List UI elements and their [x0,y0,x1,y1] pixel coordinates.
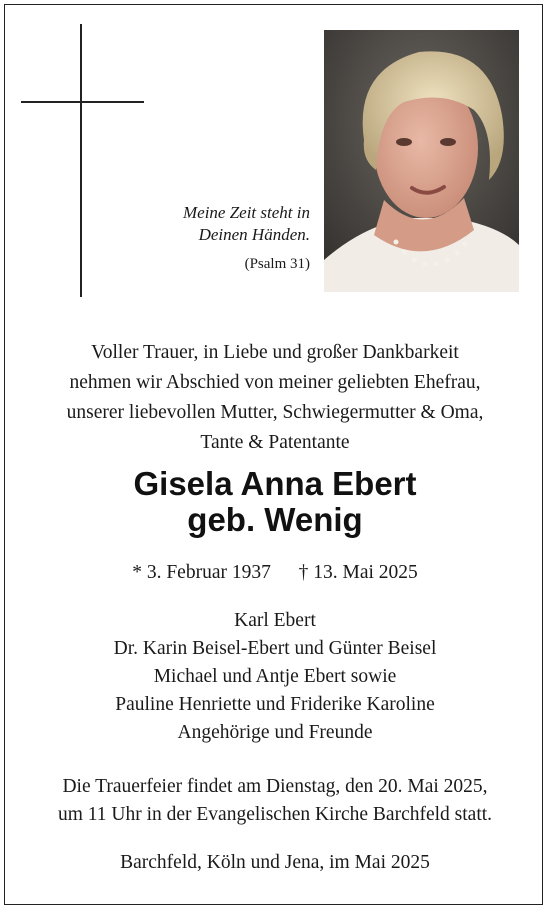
life-dates [0,560,550,586]
quote-source: (Psalm 31) [244,256,310,272]
quote-line: Meine Zeit steht in [182,203,310,222]
portrait-photo [324,30,519,292]
portrait-image [324,30,519,292]
intro-line: Tante & Patentante [200,432,350,453]
death-date: 13. Mai 2025 [313,562,418,583]
service-line: um 11 Uhr in der Evangelischen Kirche Barchfeld statt. [57,804,493,825]
mourner-line: Michael und Antje Ebert sowie [153,666,397,687]
birth-date: 3. Februar 1937 [146,562,271,583]
deceased-birth-name: geb. Wenig [187,501,363,538]
birth-symbol: * [132,562,142,583]
deceased-name-block [0,466,550,538]
service-line: Die Trauerfeier findet am Dienstag, den 20. Mai 2025, [62,776,488,797]
quote-line: Deinen Händen. [198,225,310,244]
deceased-name: Gisela Anna Ebert [133,465,417,502]
intro-line: unserer liebevollen Mutter, Schwiegermutter & Oma, [66,402,484,423]
cross-icon-horizontal [21,101,144,103]
death-symbol: † [298,562,309,583]
intro-line: Voller Trauer, in Liebe und großer Dankbarkeit [91,342,459,363]
mourner-line: Dr. Karin Beisel-Ebert und Günter Beisel [113,638,437,659]
psalm-quote [120,202,310,246]
intro-text [0,338,550,458]
mourner-line: Karl Ebert [234,610,316,631]
mourners-list [0,607,550,747]
cross-icon-vertical [80,24,82,297]
intro-line: nehmen wir Abschied von meiner geliebten Ehefrau, [69,372,481,393]
place-and-date: Barchfeld, Köln und Jena, im Mai 2025 [120,852,430,873]
funeral-service-info [0,773,550,829]
mourner-line: Angehörige und Freunde [177,722,373,743]
mourner-line: Pauline Henriette und Friderike Karoline [115,694,435,715]
